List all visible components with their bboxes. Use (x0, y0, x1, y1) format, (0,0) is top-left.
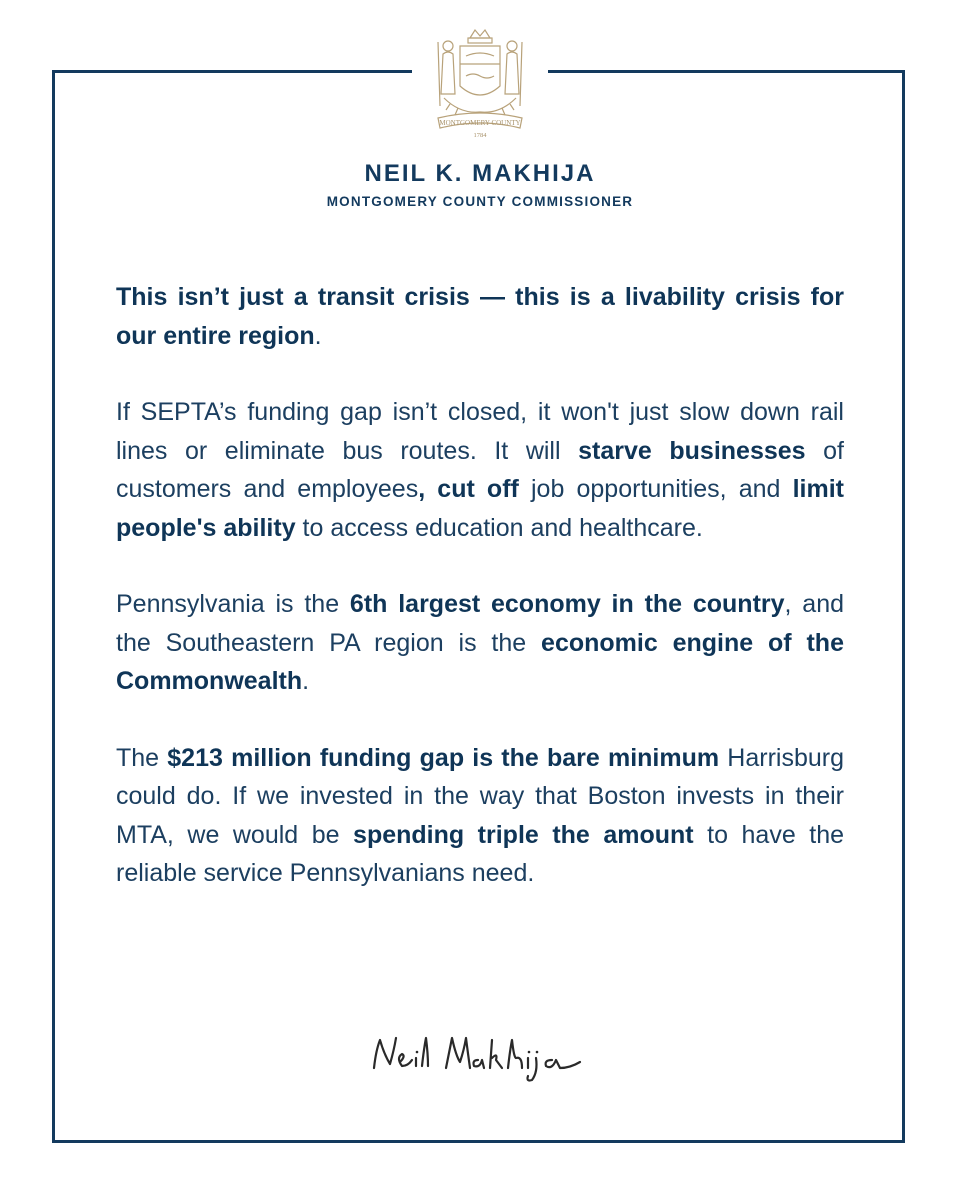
letterhead (0, 160, 960, 209)
p4-bold-1: $213 million funding gap is the bare minimum (167, 743, 720, 772)
paragraph-3 (116, 585, 844, 701)
commissioner-title: MONTGOMERY COUNTY COMMISSIONER (326, 194, 634, 209)
p3-bold-1: 6th largest economy in the country (349, 590, 785, 618)
p4-text-2: Harrisburg could do. If we invested in the way that Boston invests in their MTA, we would be (116, 743, 845, 849)
commissioner-name: NEIL K. MAKHIJA (364, 160, 596, 187)
p3-text-3: . (302, 667, 310, 695)
paragraph-4 (116, 739, 844, 893)
seal-ring-text: MONTGOMERY COUNTY (439, 119, 521, 127)
p2-bold-1: starve businesses (578, 436, 806, 465)
p2-bold-3: limit people's ability (116, 475, 844, 542)
p4-text-1: The (116, 743, 168, 772)
p2-bold-2: , cut off (418, 475, 519, 503)
seal-year: 1784 (473, 132, 487, 139)
paragraph-2 (116, 393, 844, 547)
statement-body (116, 278, 844, 931)
p1-bold: This isn’t just a transit crisis — this is a livability crisis for our entire region (116, 283, 844, 350)
paragraph-1 (116, 278, 844, 355)
p3-text-2: , and the Southeastern PA region is the (116, 590, 845, 657)
p4-text-3: to have the reliable service Pennsylvanians need. (116, 820, 845, 887)
p2-text-3: job opportunities, and (518, 475, 793, 503)
p2-text-4: to access education and healthcare. (295, 513, 703, 542)
p2-text-2: of customers and employees (116, 436, 844, 503)
p2-text-1: If SEPTA’s funding gap isn’t closed, it won't just slow down rail lines or eliminate bus routes. It will (116, 398, 844, 465)
p3-text-1: Pennsylvania is the (116, 590, 350, 618)
handwritten-signature (366, 1028, 592, 1084)
p4-bold-2: spending triple the amount (353, 820, 694, 849)
p3-bold-2: economic engine of the Commonwealth (116, 628, 844, 695)
p1-end: . (314, 321, 322, 350)
county-seal-logo (420, 24, 540, 140)
